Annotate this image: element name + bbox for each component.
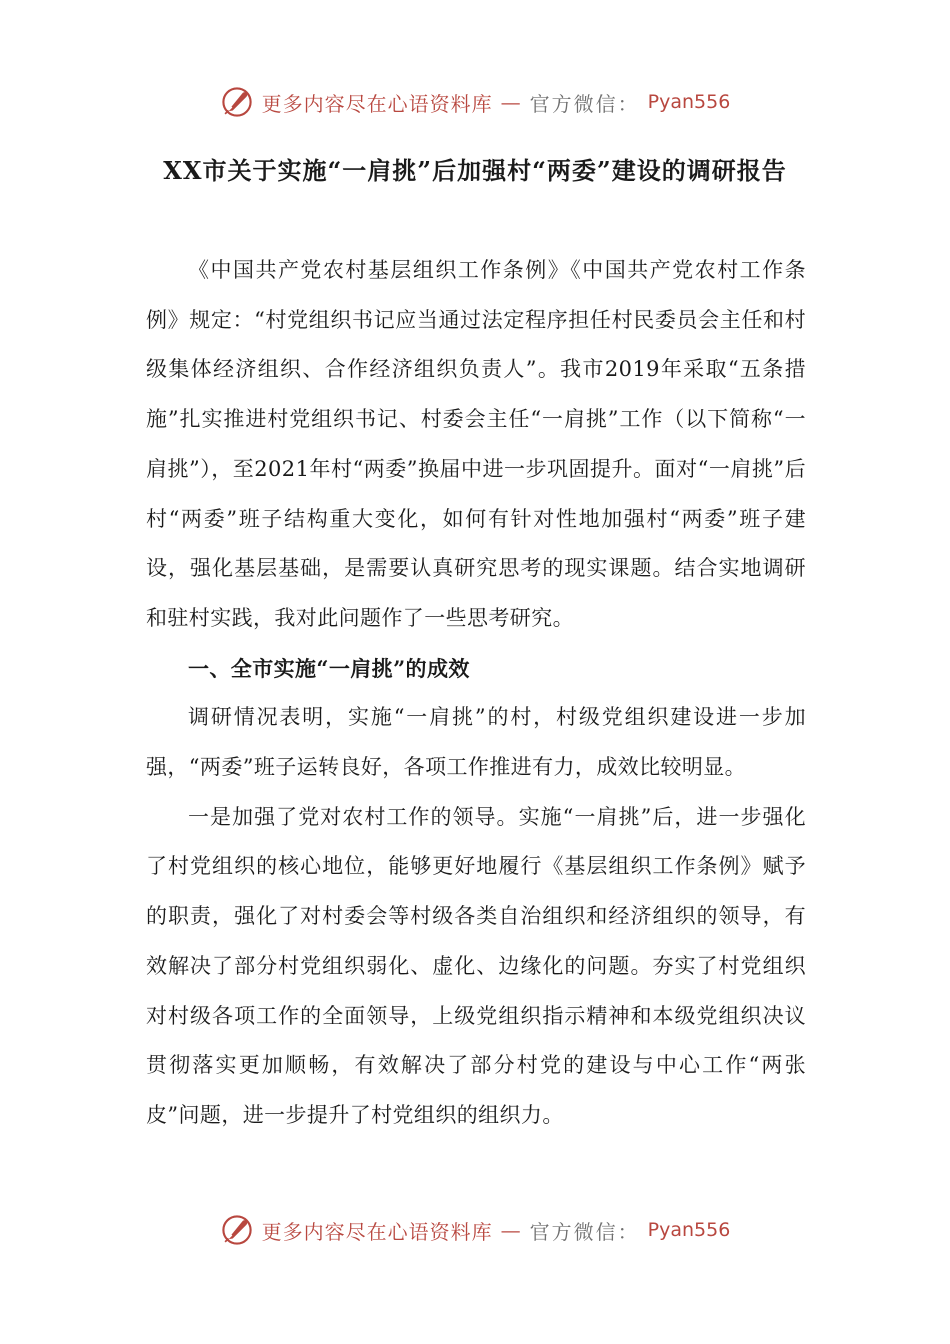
watermark-site-text: 更多内容尽在心语资料库 [261,1219,493,1244]
section-paragraph: 调研情况表明，实施“一肩挑”的村，村级党组织建设进一步加强，“两委”班子运转良好，各项工作推进有力，成效比较明显。 [146,705,806,780]
section-heading: 一、全市实施“一肩挑”的成效 [188,655,470,681]
watermark-dash: — [500,90,522,114]
document-title: XX市关于实施“一肩挑”后加强村“两委”建设的调研报告 [163,156,787,185]
header-watermark [0,82,950,122]
section-paragraph: 一是加强了党对农村工作的领导。实施“一肩挑”后，进一步强化了村党组织的核心地位，能够更好地履行《基层组织工作条例》赋予的职责，强化了对村委会等村级各类自治组织和经济组织的领导，有效解决了部分村党组织弱化、虚化、边缘化的问题。夯实了村党组织对村级各项工作的全面领导，上级党组织指示精神和本级党组织决议贯彻落实更加顺畅，有效解决了部分村党的建设与中心工作“两张皮”问题，进一步提升了村党组织的组织力。 [146,804,806,1127]
watermark-site-text: 更多内容尽在心语资料库 [261,91,493,116]
watermark-wechat-id: Pyan556 [647,1219,731,1241]
quill-logo-icon [220,85,254,119]
footer-watermark [0,1210,950,1250]
intro-paragraph: 《中国共产党农村基层组织工作条例》《中国共产党农村工作条例》规定：“村党组织书记应当通过法定程序担任村民委员会主任和村级集体经济组织、合作经济组织负责人”。我市2019年采取“五条措施”扎实推进村党组织书记、村委会主任“一肩挑”工作（以下简称“一肩挑”），至2021年村“两委”换届中进一步巩固提升。面对“一肩挑”后村“两委”班子结构重大变化，如何有针对性地加强村“两委”班子建设，强化基层基础，是需要认真研究思考的现实课题。结合实地调研和驻村实践，我对此问题作了一些思考研究。 [146,258,806,630]
watermark-dash: — [500,1218,522,1242]
document-body [146,246,806,1141]
watermark-label: 官方微信： [529,1219,640,1244]
quill-logo-icon [220,1213,254,1247]
watermark-label: 官方微信： [529,91,640,116]
watermark-wechat-id: Pyan556 [647,91,731,113]
